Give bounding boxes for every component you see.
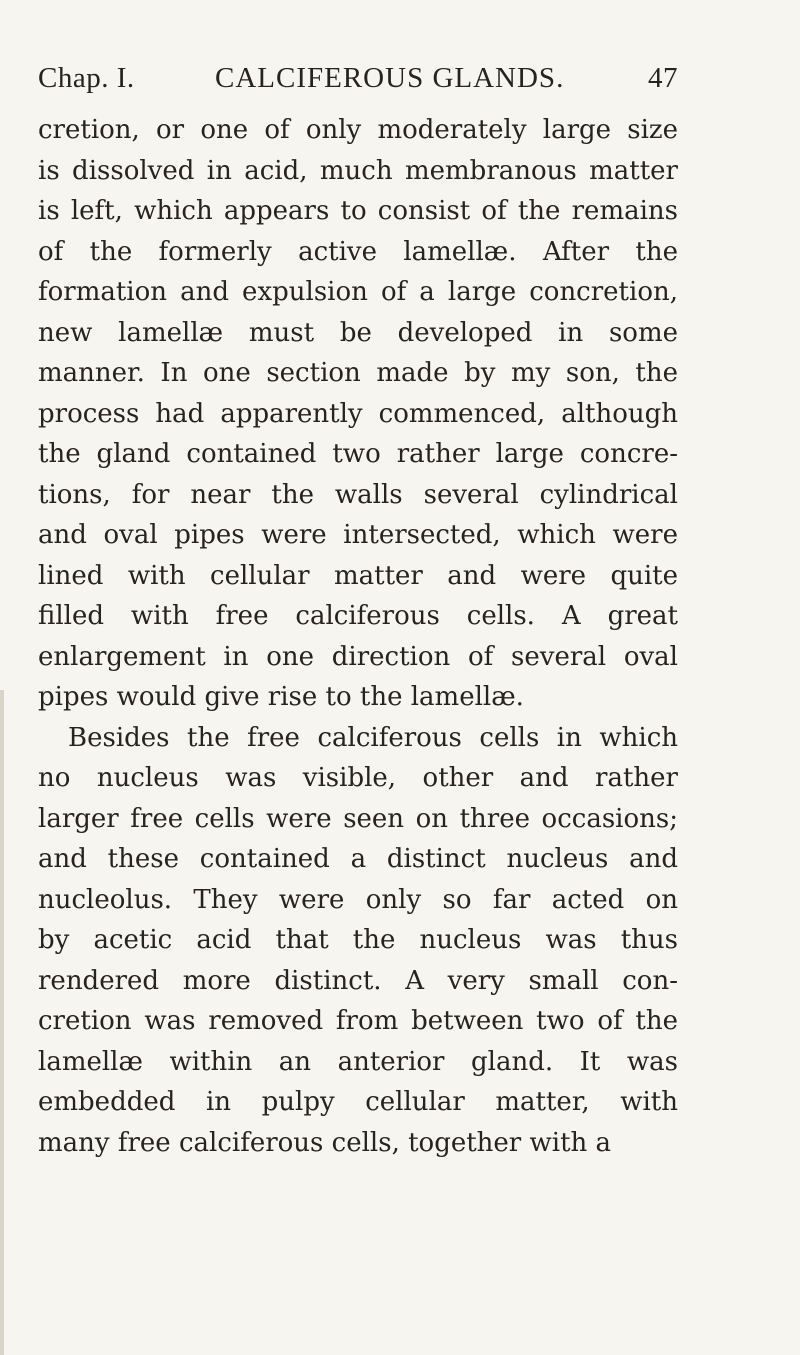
chapter-label: Chap. I.: [38, 62, 135, 94]
body-text: [38, 110, 678, 1163]
text-line: rendered more distinct. A very small con-: [38, 965, 678, 996]
text-line: Besides the free calciferous cells in which: [68, 722, 678, 753]
text-line: of the formerly active lamellæ. After the: [38, 236, 678, 267]
text-line: pipes would give rise to the lamellæ.: [38, 682, 524, 712]
text-line: is left, which appears to consist of the remains: [38, 196, 678, 226]
text-line: and these contained a distinct nucleus and: [38, 844, 678, 874]
text-line: and oval pipes were intersected, which were: [38, 520, 678, 550]
text-line: is dissolved in acid, much membranous matter: [38, 155, 678, 186]
text-line: larger free cells were seen on three occasions;: [38, 803, 678, 834]
text-line: formation and expulsion of a large concretion,: [38, 277, 678, 307]
text-line: cretion, or one of only moderately large size: [38, 115, 678, 145]
text-line: the gland contained two rather large concre-: [38, 439, 678, 469]
text-line: process had apparently commenced, although: [38, 398, 678, 429]
text-line: filled with free calciferous cells. A great: [38, 601, 678, 631]
running-head: [38, 62, 688, 102]
page-edge-shadow: [0, 690, 4, 1355]
text-line: lined with cellular matter and were quite: [38, 560, 678, 591]
text-line: no nucleus was visible, other and rather: [38, 763, 678, 793]
text-line: new lamellæ must be developed in some: [38, 317, 678, 348]
running-title: CALCIFEROUS GLANDS.: [215, 62, 565, 94]
text-line: by acetic acid that the nucleus was thus: [38, 925, 678, 955]
text-line: many free calciferous cells, together with a: [38, 1127, 612, 1158]
text-line: nucleolus. They were only so far acted on: [38, 884, 678, 915]
text-line: enlargement in one direction of several oval: [38, 641, 678, 672]
text-line: cretion was removed from between two of the: [38, 1006, 678, 1036]
text-line: embedded in pulpy cellular matter, with: [38, 1087, 678, 1117]
text-line: tions, for near the walls several cylindrical: [38, 479, 678, 510]
text-line: lamellæ within an anterior gland. It was: [38, 1046, 678, 1077]
text-line: manner. In one section made by my son, the: [38, 358, 678, 388]
page-number: 47: [648, 62, 678, 94]
